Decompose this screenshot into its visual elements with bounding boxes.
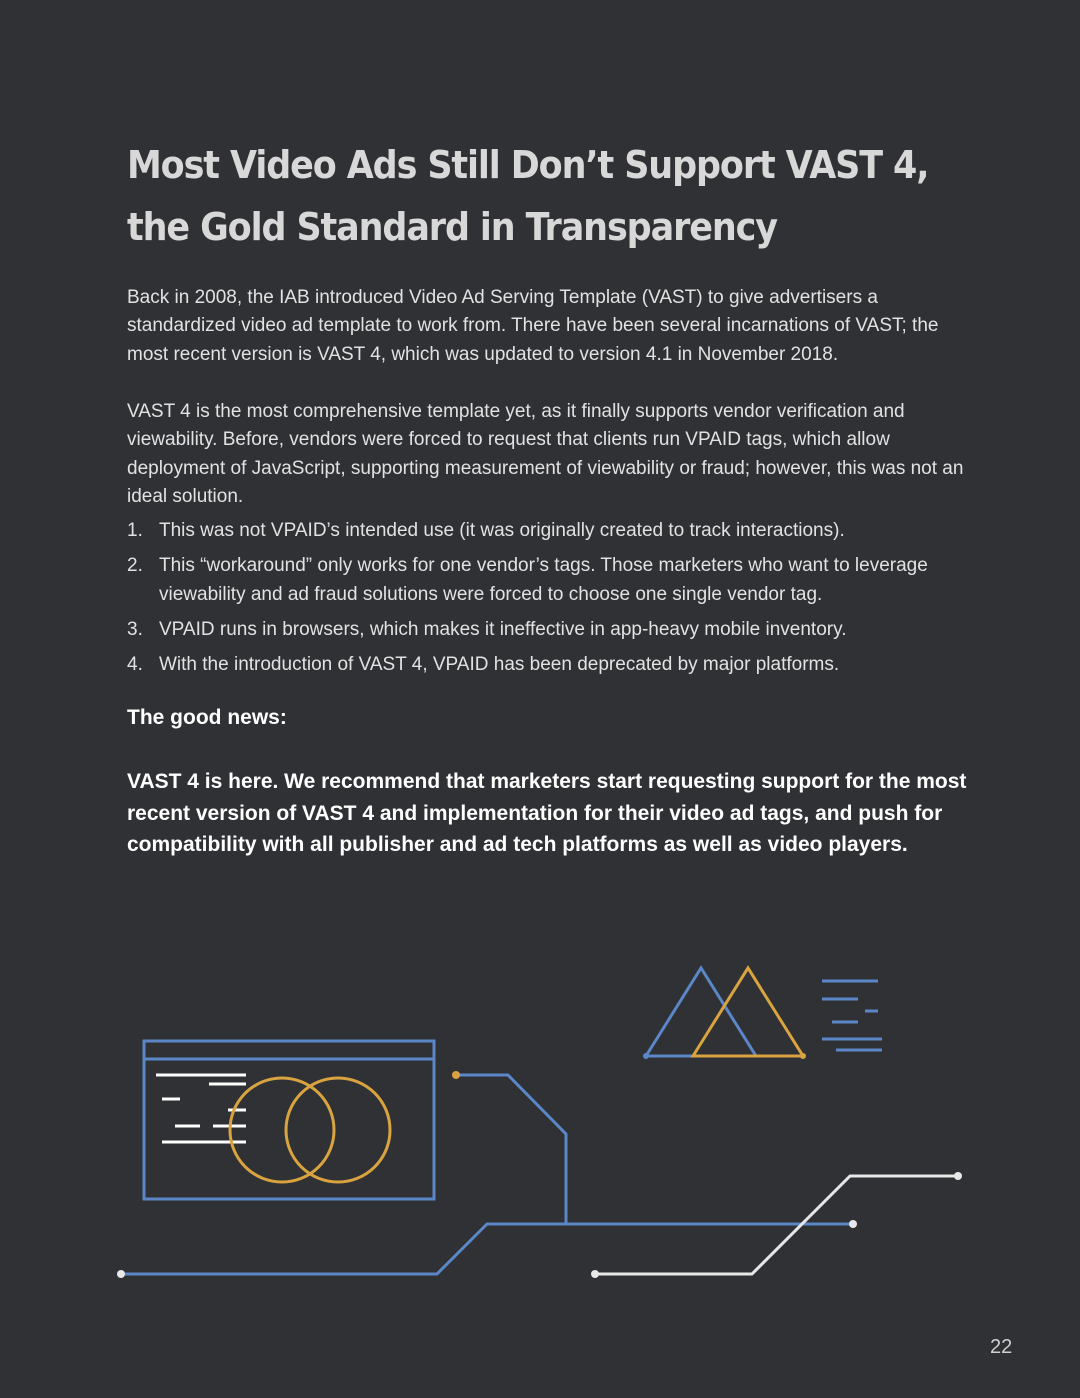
list-item-text: VPAID runs in browsers, which makes it ineffective in app-heavy mobile inventory. [159,618,847,640]
list-item-number: 4. [127,654,143,676]
list-item-number: 2. [127,555,143,577]
text-lines-icon [156,1075,246,1142]
circuit-lines-icon [117,1071,962,1278]
video-ad-window-illustration [0,940,1080,1300]
page-title-line-1: Most Video Ads Still Don’t Support VAST 4, [127,143,929,187]
recommendation-text: VAST 4 is here. We recommend that marketers start requesting support for the most recent version of VAST 4 and implementation for their video ad tags, and push for compatibility with all publisher and ad tech platforms as well as video players. [127,770,967,857]
list-item [127,552,977,609]
page-title-line-2: the Gold Standard in Transparency [127,205,777,249]
list-item [127,517,977,545]
vpaid-issues-list [127,517,977,686]
list-item-text: This was not VPAID’s intended use (it was originally created to track interactions). [159,520,845,541]
vast4-paragraph: VAST 4 is the most comprehensive template yet, as it finally supports vendor verification and viewability. Before, vendors were forced to request that clients run VPAID tags, which allow deployment of JavaScript, supporting measurement of viewability or fraud; however, this was not an ideal solution. [127,401,964,507]
list-item-text: This “workaround” only works for one vendor’s tags. Those marketers who want to leverage viewability and ad fraud solutions were forced to choose one single vendor tag. [159,555,928,605]
list-item-number: 1. [127,520,143,541]
bar-lines-icon [822,981,882,1050]
list-item-number: 3. [127,618,143,640]
mountain-triangles-icon [643,968,806,1059]
venn-circles-icon [230,1078,390,1182]
page-title [127,134,937,258]
page-number: 22 [990,1336,1013,1358]
good-news-heading: The good news: [127,706,287,729]
intro-paragraph: Back in 2008, the IAB introduced Video Ad Serving Template (VAST) to give advertisers a standardized video ad template to work from. There have been several incarnations of VAST; the most recent version is VAST 4, which was updated to version 4.1 in November 2018. [127,287,939,365]
list-item-text: With the introduction of VAST 4, VPAID has been deprecated by major platforms. [159,654,840,676]
list-item [127,616,977,644]
list-item [127,651,977,679]
